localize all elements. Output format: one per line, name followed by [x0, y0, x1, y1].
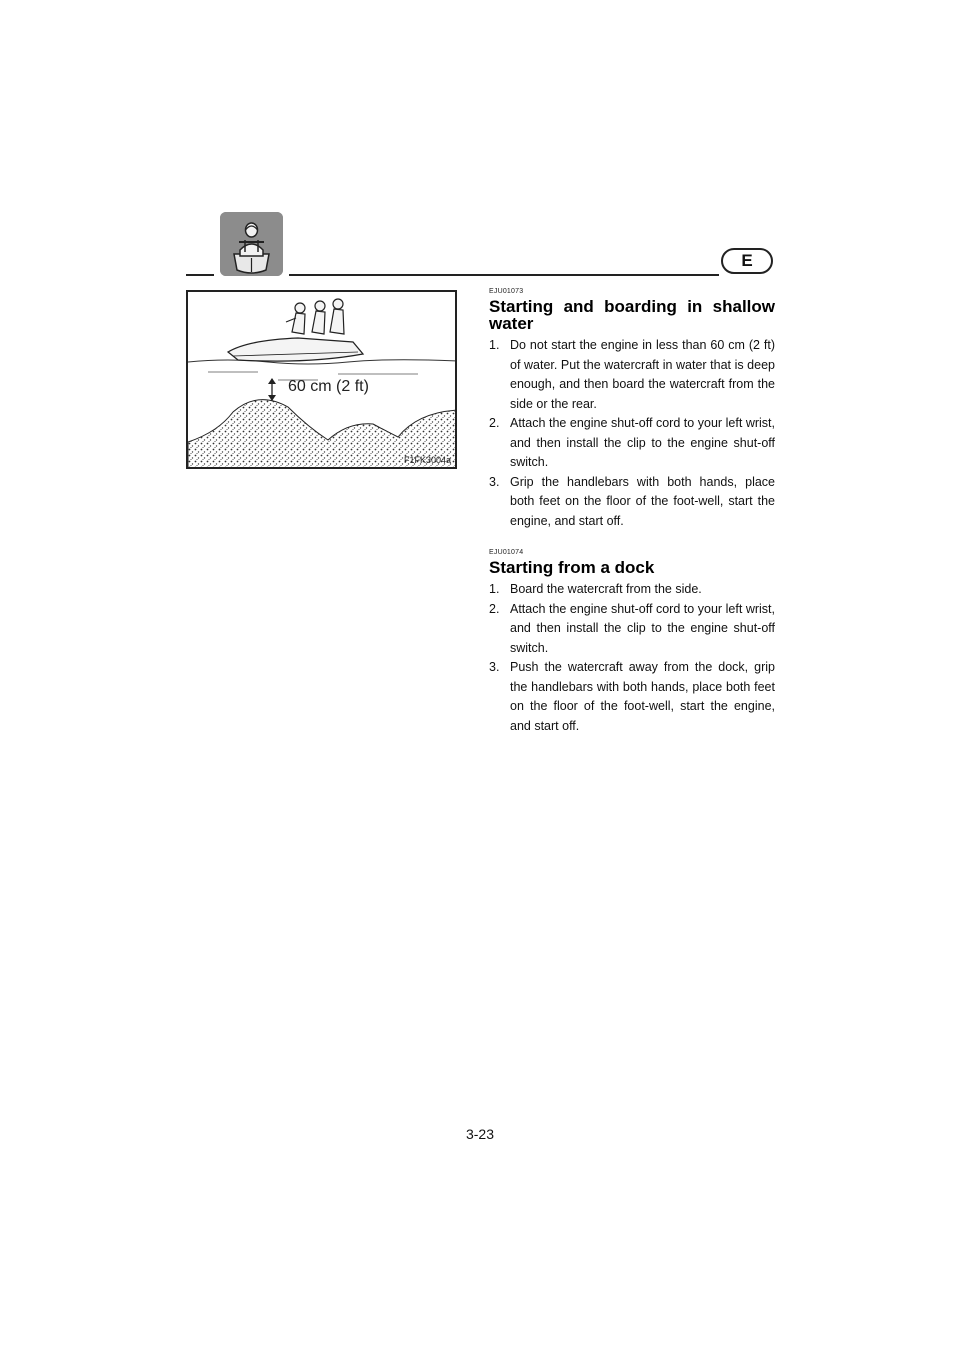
section-shallow-water: [489, 288, 775, 531]
section-code: EJU01073: [489, 288, 524, 295]
section-from-dock: [489, 549, 775, 736]
list-item: 3. Grip the handlebars with both hands, place both feet on the floor of the foot-well, start the engine, and start off.: [489, 474, 775, 528]
header-rule-right: [289, 274, 719, 276]
step-list: [489, 336, 775, 531]
list-item: 1. Do not start the engine in less than 60 cm (2 ft) of water. Put the watercraft in water that is deep enough, and then board the watercraft from the side or the rear.: [489, 338, 775, 411]
list-item: 3. Push the watercraft away from the dock, grip the handlebars with both hands, place both feet on the floor of the foot-well, start the engine, and start off.: [489, 660, 775, 733]
depth-label: 60 cm (2 ft): [288, 378, 369, 395]
content-column: [489, 288, 775, 736]
section-code: EJU01074: [489, 549, 524, 556]
jet-ski-rider-icon: [220, 212, 283, 276]
section-title: Starting and boarding in shallow water: [489, 297, 775, 333]
figure-code: F1FK3004a: [403, 455, 451, 465]
language-badge: E: [721, 248, 773, 274]
step-list: [489, 580, 775, 736]
section-title: Starting from a dock: [489, 558, 655, 577]
header-rule-left: [186, 274, 214, 276]
page-number: 3-23: [465, 1126, 495, 1142]
list-item: 1. Board the watercraft from the side.: [489, 582, 702, 596]
shallow-water-illustration: [186, 290, 457, 469]
list-item: 2. Attach the engine shut-off cord to your left wrist, and then install the clip to the engine shut-off switch.: [489, 601, 775, 655]
list-item: 2. Attach the engine shut-off cord to your left wrist, and then install the clip to the engine shut-off switch.: [489, 416, 775, 469]
